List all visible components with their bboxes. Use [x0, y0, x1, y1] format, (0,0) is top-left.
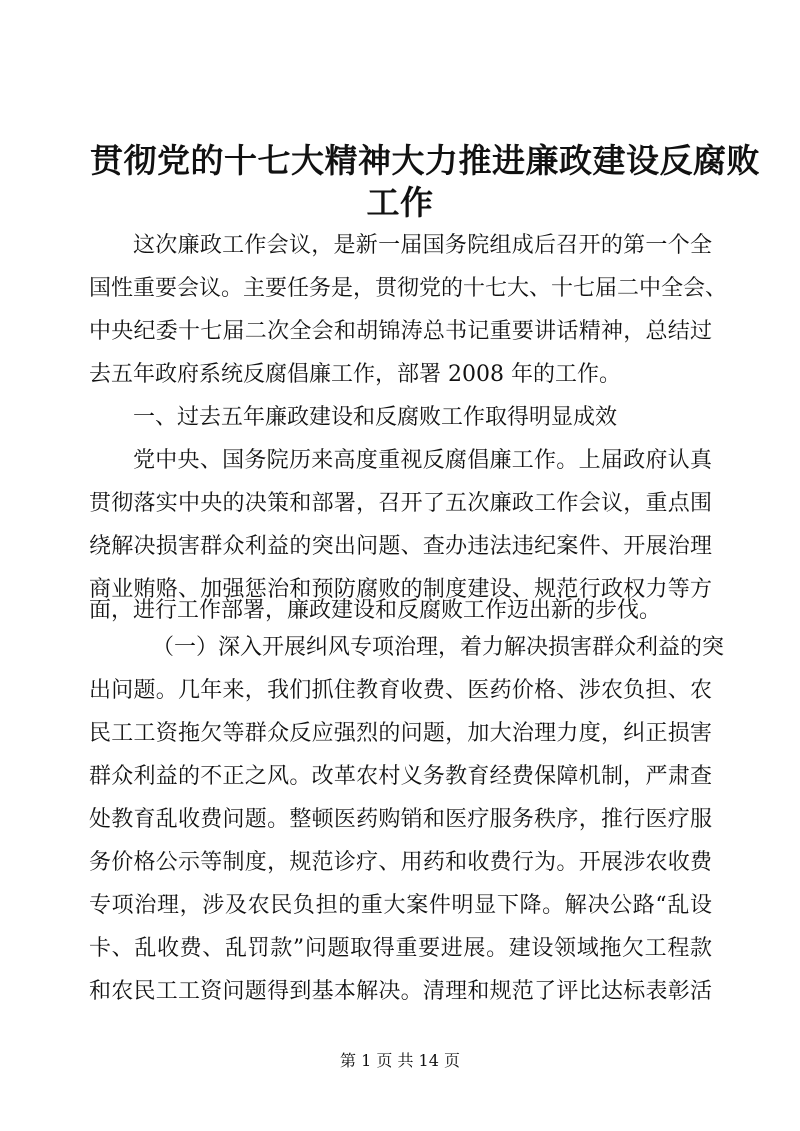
- paragraph-line: 贯彻落实中央的决策和部署，召开了五次廉政工作会议，重点围: [89, 491, 712, 516]
- paragraph-line: 处教育乱收费问题。整顿医药购销和医疗服务秩序，推行医疗服: [89, 807, 712, 832]
- paragraph-line: 和农民工工资问题得到基本解决。清理和规范了评比达标表彰活: [89, 979, 712, 1004]
- paragraph-line: 这次廉政工作会议，是新一届国务院组成后召开的第一个全: [133, 233, 712, 258]
- paragraph-line: 绕解决损害群众利益的突出问题、查办违法违纪案件、开展治理: [89, 534, 712, 559]
- paragraph-line: 群众利益的不正之风。改革农村义务教育经费保障机制，严肃查: [89, 764, 712, 789]
- document-title-line-2: 工作: [366, 183, 434, 222]
- paragraph-line: 务价格公示等制度，规范诊疗、用药和收费行为。开展涉农收费: [89, 850, 712, 875]
- paragraph-line: 中央纪委十七届二次全会和胡锦涛总书记重要讲话精神，总结过: [89, 319, 712, 344]
- paragraph-line: 卡、乱收费、乱罚款”问题取得重要进展。建设领域拖欠工程款: [89, 936, 712, 961]
- paragraph-line: 民工工资拖欠等群众反应强烈的问题，加大治理力度，纠正损害: [89, 721, 712, 746]
- paragraph-line: 去五年政府系统反腐倡廉工作，部署 2008 年的工作。: [89, 362, 621, 387]
- paragraph-line: 商业贿赂、加强惩治和预防腐败的制度建设、规范行政权力等方: [89, 577, 712, 602]
- section-heading-text: 一、过去五年廉政建设和反腐败工作取得明显成效: [133, 405, 618, 430]
- paragraph-line: 面，进行工作部署，廉政建设和反腐败工作迈出新的步伐。: [89, 598, 662, 623]
- paragraph-line: 国性重要会议。主要任务是，贯彻党的十七大、十七届二中全会、: [89, 276, 728, 301]
- paragraph-line: 出问题。几年来，我们抓住教育收费、医药价格、涉农负担、农: [89, 678, 712, 703]
- paragraph-line: 专项治理，涉及农民负担的重大案件明显下降。解决公路“乱设: [89, 893, 712, 918]
- document-title-line-1: 贯彻党的十七大精神大力推进廉政建设反腐败: [90, 141, 760, 180]
- paragraph-line: 党中央、国务院历来高度重视反腐倡廉工作。上届政府认真: [133, 448, 712, 473]
- page-number-footer: 第 1 页 共 14 页: [340, 1051, 460, 1070]
- paragraph-line: （一）深入开展纠风专项治理，着力解决损害群众利益的突: [152, 635, 725, 660]
